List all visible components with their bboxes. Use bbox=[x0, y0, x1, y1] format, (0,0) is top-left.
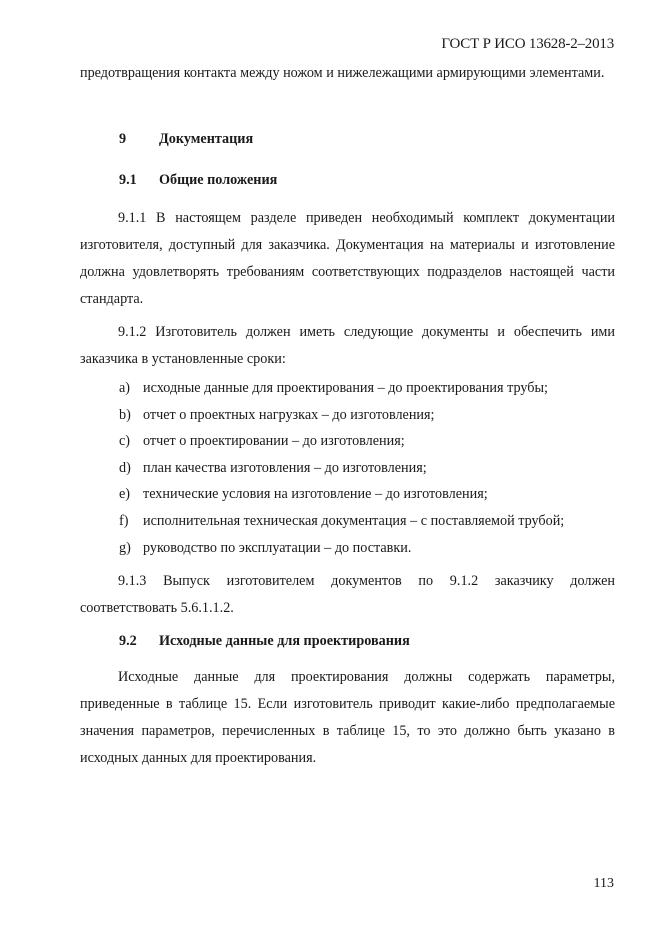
page-number: 113 bbox=[593, 876, 614, 891]
list-marker: b) bbox=[119, 406, 131, 423]
list-item bbox=[119, 402, 614, 429]
list-marker: e) bbox=[119, 486, 131, 503]
paragraph-9-1-3 bbox=[80, 568, 615, 622]
paragraph-9-1-2 bbox=[80, 319, 615, 373]
list-item bbox=[119, 481, 614, 508]
list-item bbox=[119, 455, 614, 482]
section-9-1-number: 9.1 bbox=[119, 172, 137, 188]
paragraph-9-1-2-text: 9.1.2 Изготовитель должен иметь следующие документы и обеспечить ими заказчика в установленные сроки: bbox=[80, 324, 615, 367]
section-9-2-number: 9.2 bbox=[119, 633, 137, 649]
list-item bbox=[119, 428, 614, 455]
standard-designation: ГОСТ Р ИСО 13628-2–2013 bbox=[441, 36, 614, 52]
paragraph-9-2 bbox=[80, 664, 615, 772]
list-marker: g) bbox=[119, 539, 131, 556]
list-marker: a) bbox=[119, 380, 131, 396]
list-item-text: технические условия на изготовление – до изготовления; bbox=[143, 486, 488, 503]
list-item bbox=[119, 375, 614, 402]
list-item-text: план качества изготовления – до изготовления; bbox=[143, 459, 427, 476]
list-item-text: отчет о проектных нагрузках – до изготовления; bbox=[143, 406, 435, 423]
section-9-1-heading bbox=[119, 170, 277, 190]
list-marker: d) bbox=[119, 459, 131, 476]
list-marker: f) bbox=[119, 512, 129, 529]
list-item bbox=[119, 508, 614, 535]
section-9-2-title: Исходные данные для проектирования bbox=[159, 633, 410, 649]
documents-list bbox=[119, 375, 614, 561]
list-item bbox=[119, 535, 614, 562]
intro-text: предотвращения контакта между ножом и нижележащими армирующими элементами. bbox=[80, 65, 605, 81]
list-item-text: отчет о проектировании – до изготовления; bbox=[143, 433, 405, 450]
intro-paragraph bbox=[80, 60, 615, 87]
section-9-1-title: Общие положения bbox=[159, 172, 278, 188]
paragraph-9-1-3-text: 9.1.3 Выпуск изготовителем документов по 9.1.2 заказчику должен соответствовать 5.6.1.1.2. bbox=[80, 573, 615, 616]
section-9-title: Документация bbox=[159, 131, 254, 147]
section-9-2-heading bbox=[119, 631, 410, 651]
section-9-heading bbox=[119, 129, 253, 149]
list-item-text: руководство по эксплуатации – до поставки. bbox=[143, 539, 412, 556]
paragraph-9-1-1 bbox=[80, 205, 615, 313]
section-9-number: 9 bbox=[119, 131, 127, 147]
paragraph-9-2-text: Исходные данные для проектирования должны содержать параметры, приведенные в таблице 15. Если изготовитель приводит какие-либо предполагаемые значения параметров, перечисленных в таблице 15, то это должно быть указано в исходных данных для проектирования. bbox=[80, 669, 615, 766]
list-item-text: исходные данные для проектирования – до проектирования трубы; bbox=[143, 380, 548, 396]
list-marker: c) bbox=[119, 433, 131, 450]
list-item-text: исполнительная техническая документация – с поставляемой трубой; bbox=[143, 512, 565, 529]
paragraph-9-1-1-text: 9.1.1 В настоящем разделе приведен необходимый комплект документации изготовителя, доступный для заказчика. Документация на материалы и изготовление должна удовлетворять требованиям соответствующих подразделов настоящей части стандарта. bbox=[80, 210, 615, 307]
